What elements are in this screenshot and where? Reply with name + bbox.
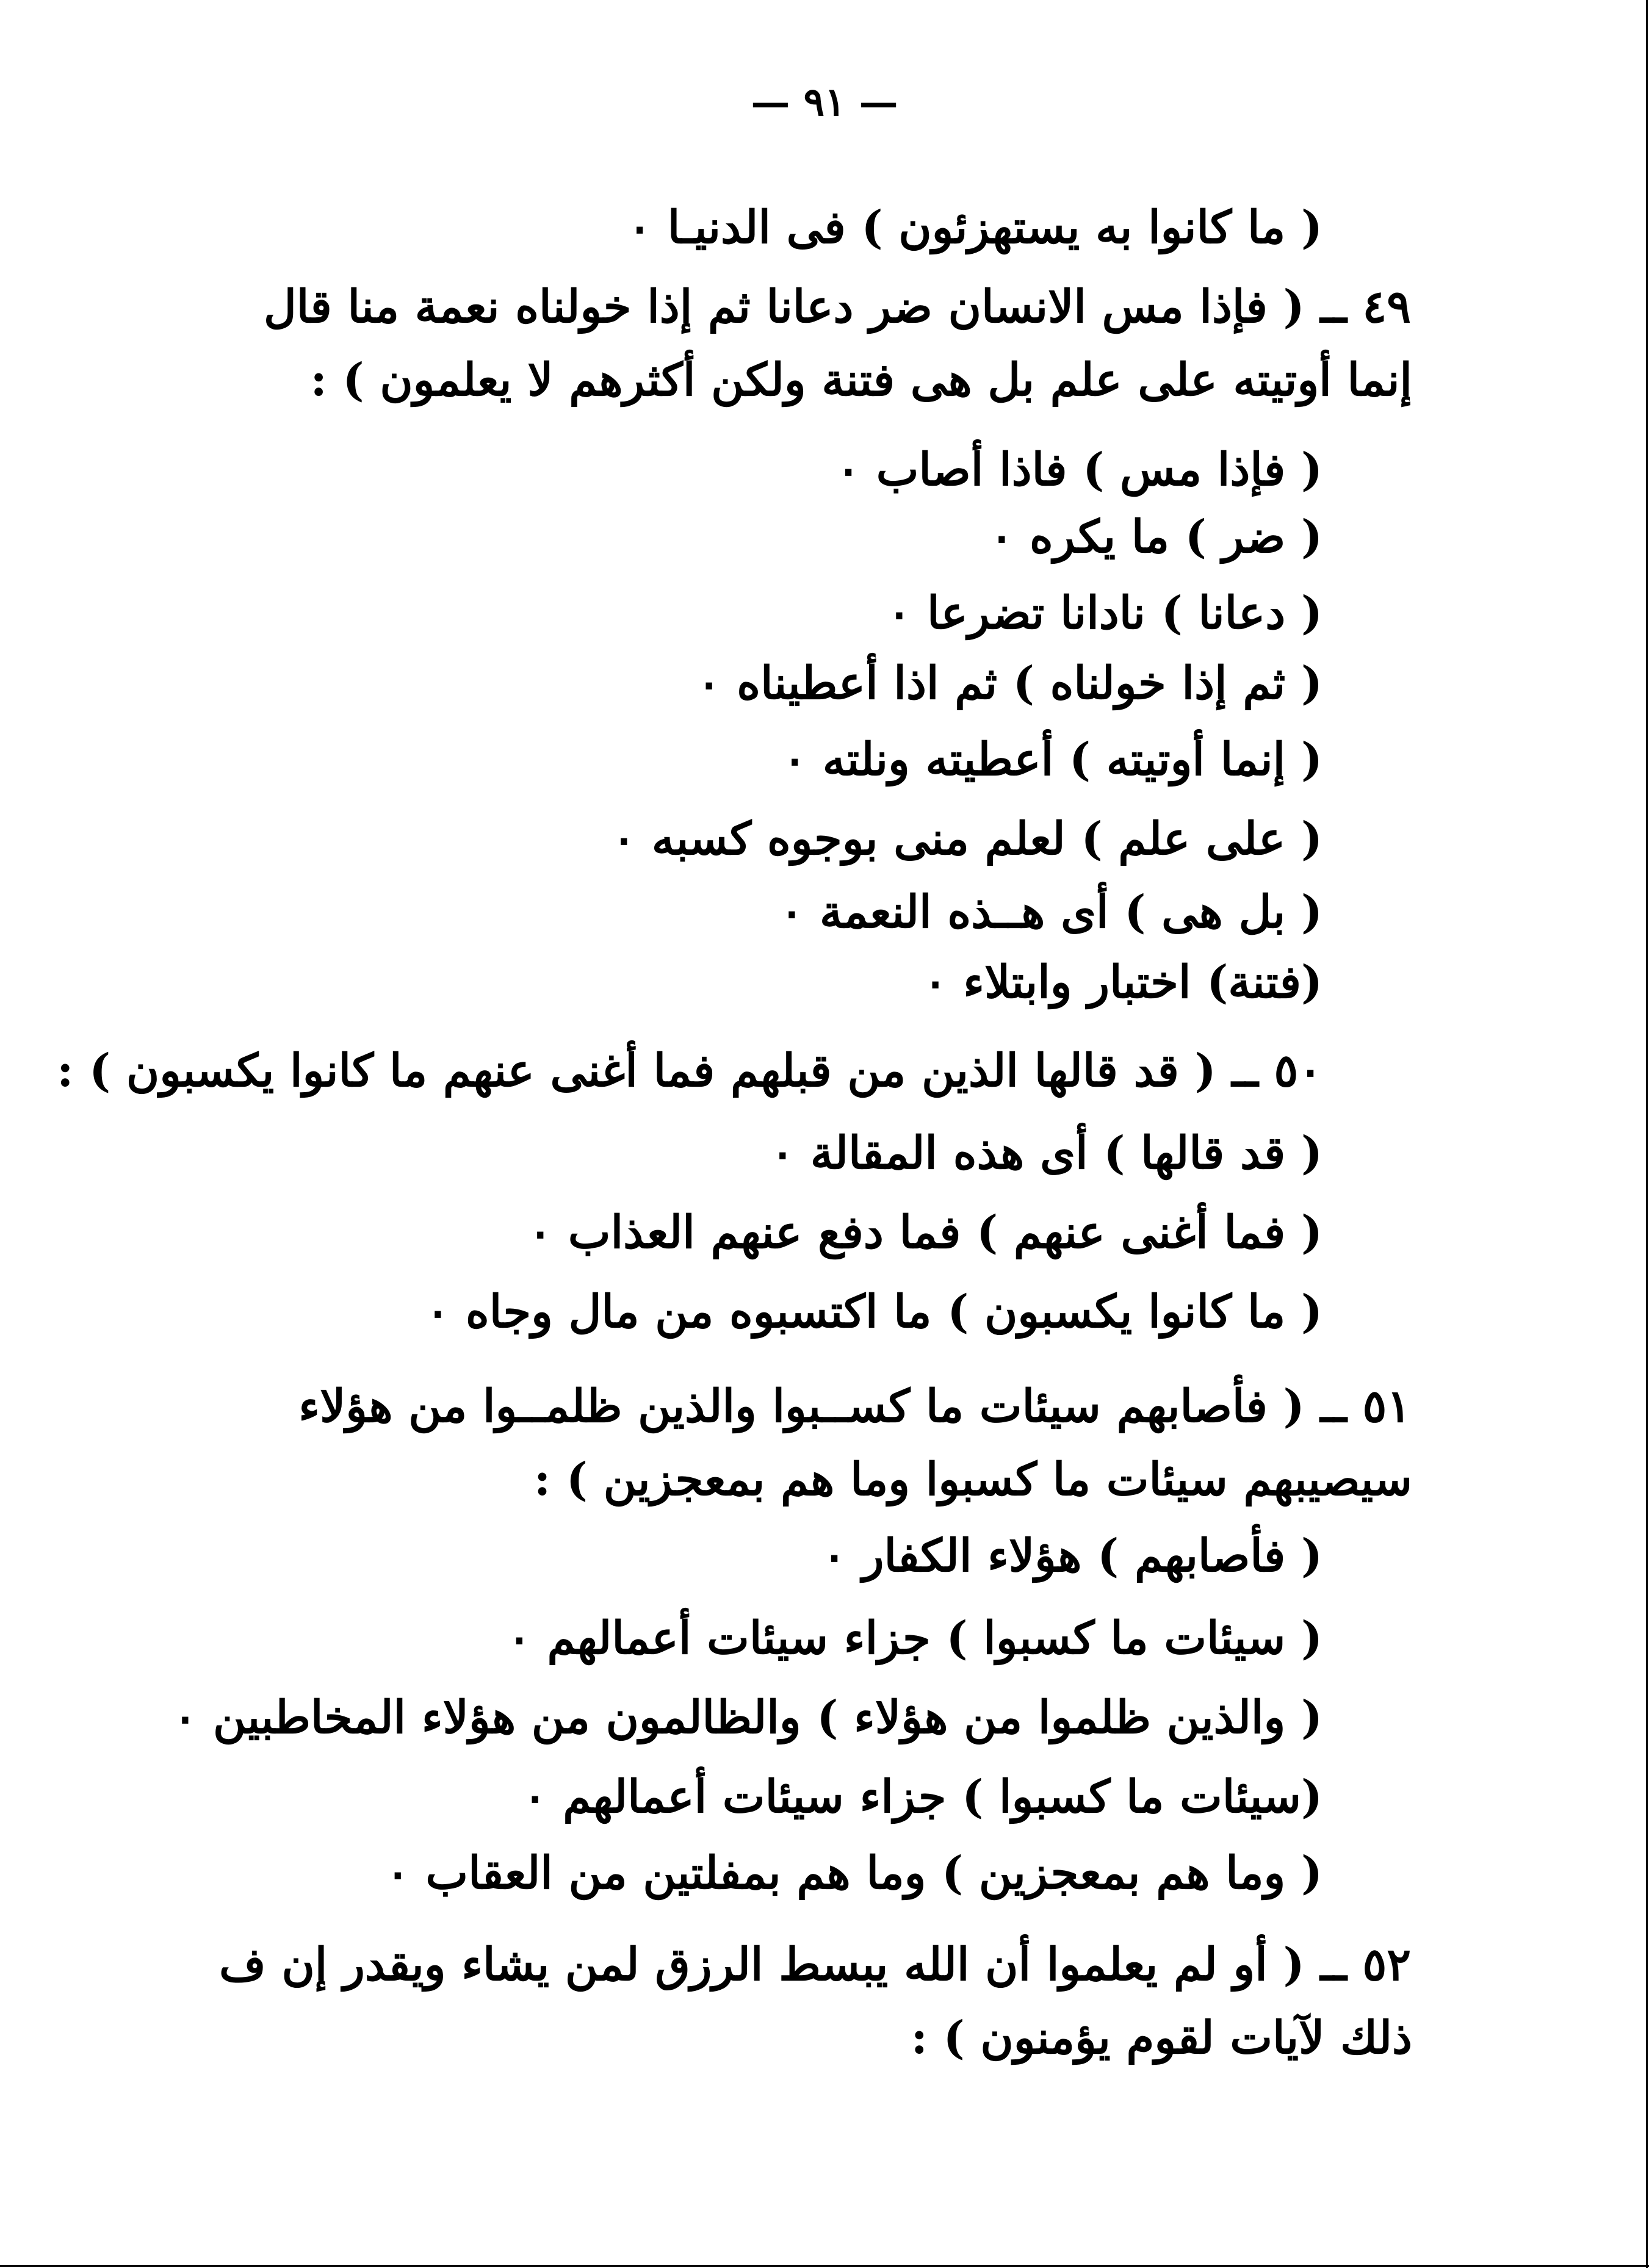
gloss-line: ( فأصابهم ) هؤلاء الكفار ٠ — [822, 1530, 1322, 1582]
page-edge-bottom — [0, 2265, 1649, 2267]
verse-49-line-1: ٤٩ ــ ( فإذا مس الانسان ضر دعانا ثم إذا خولناه نعمة منا قال — [264, 281, 1411, 333]
gloss-line: ( ضر ) ما يكره ٠ — [989, 511, 1322, 563]
gloss-line: ( قد قالها ) أى هذه المقالة ٠ — [770, 1127, 1322, 1179]
gloss-line: ( سيئات ما كسبوا ) جزاء سيئات أعمالهم ٠ — [507, 1612, 1322, 1665]
gloss-line: ( فإذا مس ) فاذا أصاب ٠ — [836, 444, 1322, 496]
gloss-line: ( على علم ) لعلم منى بوجوه كسبه ٠ — [612, 813, 1322, 865]
verse-51-line-2: سيصيبهم سيئات ما كسبوا وما هم بمعجزين ) : — [533, 1453, 1412, 1506]
gloss-line: ( والذين ظلموا من هؤلاء ) والظالمون من هؤلاء المخاطبين ٠ — [173, 1691, 1322, 1744]
verse-50-line: ٥٠ ــ ( قد قالها الذين من قبلهم فما أغنى عنهم ما كانوا يكسبون ) : — [57, 1045, 1322, 1097]
verse-52-line-2: ذلك لآيات لقوم يؤمنون ) : — [911, 2012, 1412, 2064]
gloss-line: ( ما كانوا به يستهزئون ) فى الدنيـا ٠ — [627, 201, 1322, 254]
gloss-line: ( إنما أوتيته ) أعطيته ونلته ٠ — [782, 733, 1322, 786]
gloss-line: ( فما أغنى عنهم ) فما دفع عنهم العذاب ٠ — [528, 1206, 1322, 1259]
gloss-line: ( ما كانوا يكسبون ) ما اكتسبوه من مال وجاه ٠ — [425, 1286, 1322, 1338]
gloss-line: (فتنة) اختبار وابتلاء ٠ — [923, 956, 1322, 1009]
verse-49-line-2: إنما أوتيته على علم بل هى فتنة ولكن أكثرهم لا يعلمون ) : — [310, 354, 1412, 406]
gloss-line: ( وما هم بمعجزين ) وما هم بمفلتين من العقاب ٠ — [385, 1847, 1322, 1899]
gloss-line: (سيئات ما كسبوا ) جزاء سيئات أعمالهم ٠ — [522, 1771, 1322, 1823]
verse-52-line-1: ٥٢ ــ ( أو لم يعلموا أن الله يبسط الرزق لمن يشاء ويقدر إن ف — [218, 1939, 1411, 1991]
page-edge-right — [1646, 0, 1648, 2268]
verse-51-line-1: ٥١ ــ ( فأصابهم سيئات ما كســبوا والذين ظلمــوا من هؤلاء — [298, 1380, 1411, 1433]
page-number: — ٩١ — — [751, 79, 898, 125]
gloss-line: ( دعانا ) نادانا تضرعا ٠ — [887, 587, 1322, 639]
gloss-line: ( ثم إذا خولناه ) ثم اذا أعطيناه ٠ — [696, 657, 1322, 710]
gloss-line: ( بل هى ) أى هــذه النعمة ٠ — [779, 886, 1322, 938]
